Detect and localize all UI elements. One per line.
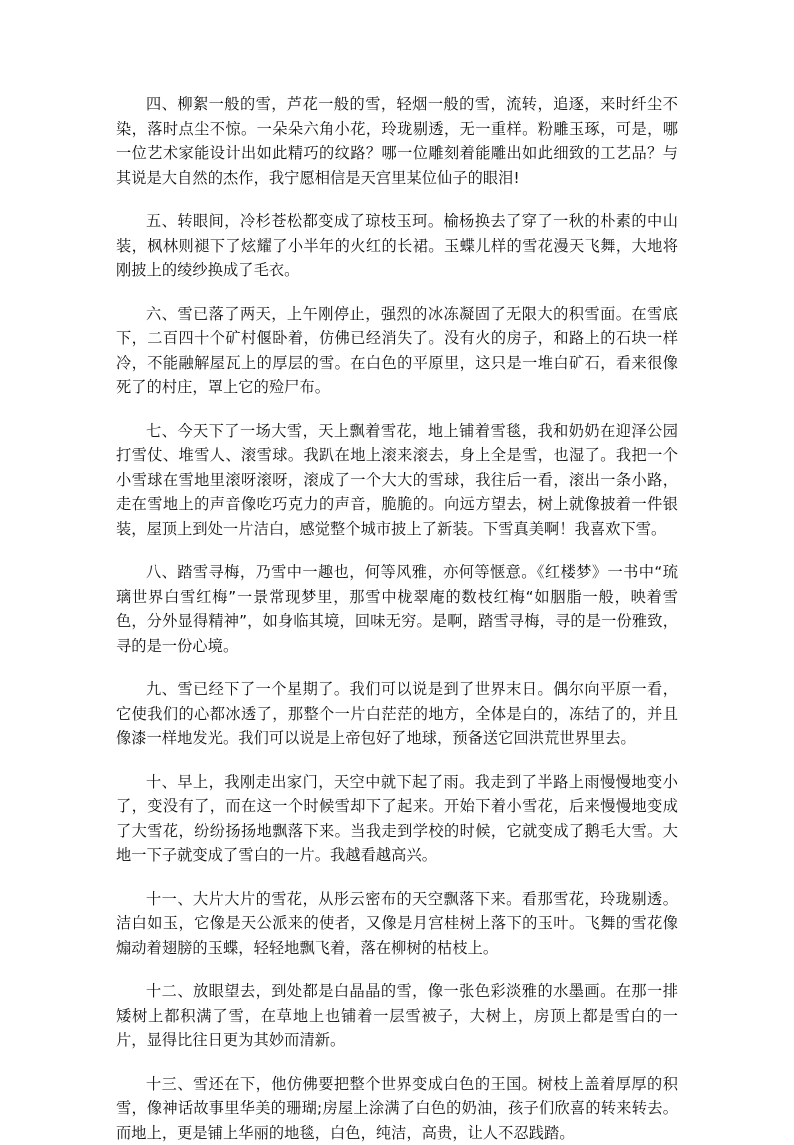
paragraph-9: 九、雪已经下了一个星期了。我们可以说是到了世界末日。偶尔向平原一看，它使我们的心都冰透了，那整个一片白茫茫的地方，全体是白的，冻结了的，并且像漆一样地发光。我们可以说是上帝包好了地球，预备送它回洪荒世界里去。 (116, 677, 678, 751)
paragraph-12: 十二、放眼望去，到处都是白晶晶的雪，像一张色彩淡雅的水墨画。在那一排矮树上都积满了雪，在草地上也铺着一层雪被子，大树上，房顶上都是雪白的一片，显得比往日更为其妙而清新。 (116, 979, 678, 1053)
paragraph-8: 八、踏雪寻梅，乃雪中一趣也，何等风雅，亦何等惬意。《红楼梦》一书中“琉璃世界白雪红梅”一景常现梦里，那雪中栊翠庵的数枝红梅“如胭脂一般，映着雪色，分外显得精神”，如身临其境，回味无穷。是啊，踏雪寻梅，寻的是一份雅致，寻的是一份心境。 (116, 560, 678, 658)
paragraph-7: 七、今天下了一场大雪，天上飘着雪花，地上铺着雪毯，我和奶奶在迎泽公园打雪仗、堆雪人、滚雪球。我趴在地上滚来滚去，身上全是雪，也湿了。我把一个小雪球在雪地里滚呀滚呀，滚成了一个大大的雪球，我往后一看，滚出一条小路，走在雪地上的声音像吃巧克力的声音，脆脆的。向远方望去，树上就像披着一件银装，屋顶上到处一片洁白，感觉整个城市披上了新装。下雪真美啊！我喜欢下雪。 (116, 419, 678, 542)
paragraph-13: 十三、雪还在下，他仿佛要把整个世界变成白色的王国。树枝上盖着厚厚的积雪，像神话故事里华美的珊瑚;房屋上涂满了白色的奶油，孩子们欣喜的转来转去。而地上，更是铺上华丽的地毯，白色，纯洁，高贵，让人不忍践踏。 (116, 1072, 678, 1145)
paragraph-10: 十、早上，我刚走出家门，天空中就下起了雨。我走到了半路上雨慢慢地变小了，变没有了，而在这一个时候雪却下了起来。开始下着小雪花，后来慢慢地变成了大雪花，纷纷扬扬地飘落下来。当我走到学校的时候，它就变成了鹅毛大雪。大地一下子就变成了雪白的一片。我越看越高兴。 (116, 770, 678, 868)
paragraph-11: 十一、大片大片的雪花，从彤云密布的天空飘落下来。看那雪花，玲珑剔透。洁白如玉，它像是天公派来的使者，又像是月宫桂树上落下的玉叶。飞舞的雪花像煽动着翅膀的玉蝶，轻轻地飘飞着，落在柳树的枯枝上。 (116, 887, 678, 961)
paragraph-4: 四、柳絮一般的雪，芦花一般的雪，轻烟一般的雪，流转，追逐，来时纤尘不染，落时点尘不惊。一朵朵六角小花，玲珑剔透，无一重样。粉雕玉琢，可是，哪一位艺术家能设计出如此精巧的纹路？哪一位雕刻着能雕出如此细致的工艺品？与其说是大自然的杰作，我宁愿相信是天宫里某位仙子的眼泪! (116, 92, 678, 190)
paragraph-5: 五、转眼间，冷杉苍松都变成了琼枝玉珂。榆杨换去了穿了一秋的朴素的中山装，枫林则褪下了炫耀了小半年的火红的长裙。玉蝶儿样的雪花漫天飞舞，大地将刚披上的绫纱换成了毛衣。 (116, 209, 678, 283)
paragraph-6: 六、雪已落了两天，上午刚停止，强烈的冰冻凝固了无限大的积雪面。在雪底下，二百四十个矿村偃卧着，仿佛已经消失了。没有火的房子，和路上的石块一样冷，不能融解屋瓦上的厚层的雪。在白色的平原里，这只是一堆白矿石，看来很像死了的村庄，罩上它的殓尸布。 (116, 302, 678, 400)
